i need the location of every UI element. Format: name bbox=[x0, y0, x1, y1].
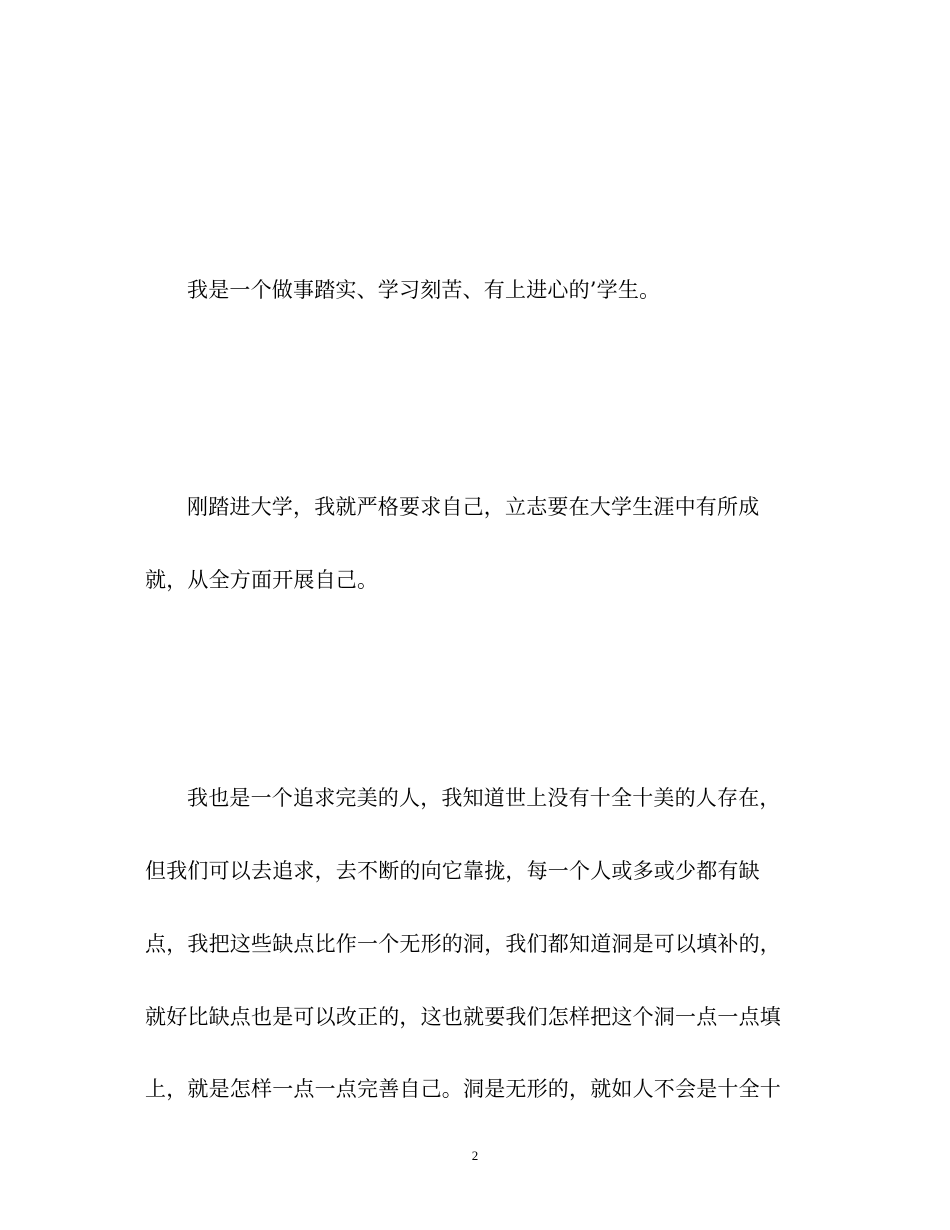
paragraph-line: 刚踏进大学，我就严格要求自己，立志要在大学生涯中有所成 bbox=[187, 495, 760, 519]
paragraph-line: 我也是一个追求完美的人，我知道世上没有十全十美的人存在， bbox=[187, 786, 781, 810]
paragraph-line: 就，从全方面开展自己。 bbox=[145, 568, 379, 592]
page-number: 2 bbox=[471, 1148, 479, 1163]
paragraph-line: 上，就是怎样一点一点完善自己。洞是无形的，就如人不会是十全十 bbox=[145, 1077, 781, 1101]
paragraph-line: 我是一个做事踏实、学习刻苦、有上进心的’学生。 bbox=[187, 278, 661, 302]
paragraph-line: 但我们可以去追求，去不断的向它靠拢，每一个人或多或少都有缺 bbox=[145, 859, 760, 883]
paragraph-line: 点，我把这些缺点比作一个无形的洞，我们都知道洞是可以填补的， bbox=[145, 932, 781, 956]
paragraph-line: 就好比缺点也是可以改正的，这也就要我们怎样把这个洞一点一点填 bbox=[145, 1005, 781, 1029]
